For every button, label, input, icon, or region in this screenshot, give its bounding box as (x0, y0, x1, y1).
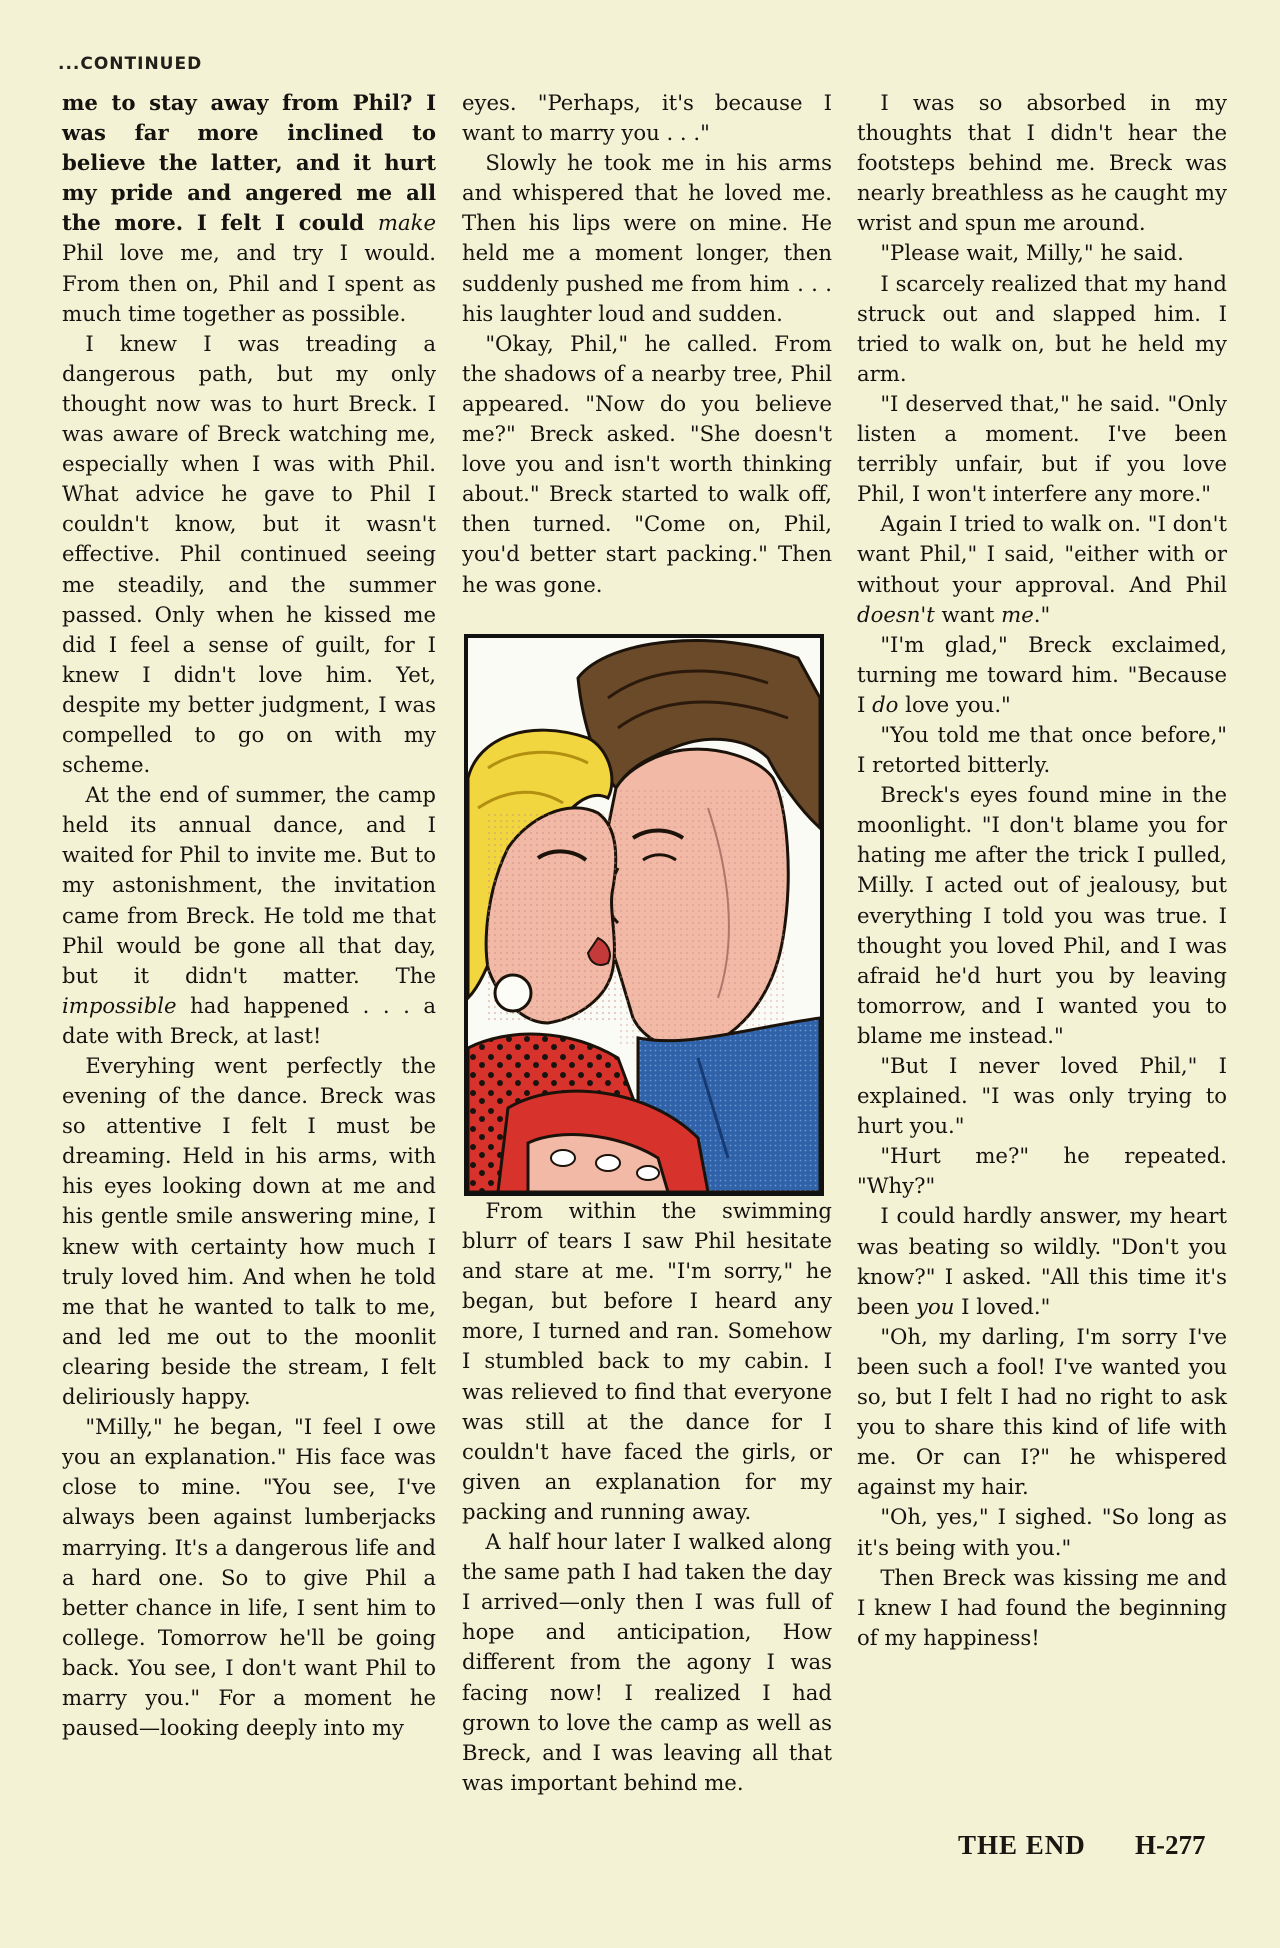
paragraph: Then Breck was kissing me and I knew I had found the beginning of my happiness! (857, 1564, 1227, 1650)
paragraph: "Hurt me?" he repeated. "Why?" (857, 1143, 1227, 1199)
paragraph: At the end of summer, the camp held its annual dance, and I waited for Phil to invite me. But to my astonishment, the invitation came from Breck. He told me that Phil would be gone all that day, but it didn't matter. The impossible had happened . . . a date with Breck, at last! (62, 782, 436, 1048)
text-column-3 (857, 88, 1227, 1653)
paragraph: I scarcely realized that my hand struck out and slapped him. I tried to walk on, but he held my arm. (857, 270, 1227, 386)
paragraph: "Please wait, Milly," he said. (880, 240, 1184, 266)
kiss-illustration (468, 638, 820, 1192)
paragraph: Again I tried to walk on. "I don't want Phil," I said, "either with or without your approval. And Phil doesn't want me." (857, 511, 1227, 627)
paragraph: "I deserved that," he said. "Only listen a moment. I've been terribly unfair, but if you love Phil, I won't interfere any more." (857, 390, 1227, 507)
text-column-2-top (462, 88, 832, 600)
paragraph: "Oh, yes," I sighed. "So long as it's being with you." (857, 1504, 1227, 1560)
paragraph: A half hour later I walked along the same path I had taken the day I arrived—only then I was full of hope and anticipation, How different from the agony I was facing now! I realized I had grown to love the camp as well as Breck, and I was leaving all that was important behind me. (462, 1529, 832, 1795)
paragraph: "Oh, my darling, I'm sorry I've been such a fool! I've wanted you so, but I felt I had no right to ask you to share this kind of life with me. Or can I?" he whispered against my hair. (857, 1323, 1227, 1500)
text-column-1 (62, 88, 436, 1743)
paragraph: Everyhing went perfectly the evening of the dance. Breck was so attentive I felt I must be dreaming. Held in his arms, with his eyes looking down at me and his gentle smile answering mine, I knew with certainty how much I truly loved him. And when he told me that he wanted to talk to me, and led me out to the moonlit clearing beside the stream, I felt deliriously happy. (62, 1053, 436, 1410)
paragraph: "Milly," he began, "I feel I owe you an explanation." His face was close to mine. "You see, I've always been against lumberjacks marrying. It's a dangerous life and a hard one. So to give Phil a better chance in life, I sent him to college. Tomorrow he'll be going back. You see, I don't want Phil to marry you." For a moment he paused—looking deeply into my (62, 1414, 436, 1741)
paragraph: me to stay away from Phil? I was far more inclined to believe the latter, and it hurt my pride and angered me all the more. I felt I could make Phil love me, and try I would. From then on, Phil and I spent as much time together as possible. (62, 90, 436, 326)
paragraph: eyes. "Perhaps, it's because I want to marry you . . ." (462, 90, 832, 146)
paragraph: Breck's eyes found mine in the moonlight. "I don't blame you for hating me after the trick I pulled, Milly. I acted out of jealousy, but everything I told you was true. I thought you loved Phil, and I was afraid he'd hurt you by leaving tomorrow, and I wanted you to blame me instead." (857, 782, 1227, 1048)
paragraph: I could hardly answer, my heart was beating so wildly. "Don't you know?" I asked. "All this time it's been you I loved." (857, 1203, 1227, 1319)
page-code: H-277 (1135, 1830, 1206, 1860)
paragraph: "You told me that once before," I retorted bitterly. (857, 721, 1227, 778)
the-end-label: THE END (958, 1830, 1086, 1860)
paragraph: From within the swimming blurr of tears I saw Phil hesitate and stare at me. "I'm sorry," he began, but before I heard any more, I turned and ran. Somehow I stumbled back to my cabin. I was relieved to find that everyone was still at the dance for I couldn't have faced the girls, or given an explanation for my packing and running away. (462, 1198, 832, 1524)
continued-label: ...CONTINUED (58, 54, 203, 74)
paragraph: "I'm glad," Breck exclaimed, turning me toward him. "Because I do love you." (857, 631, 1227, 717)
kiss-illustration-panel (464, 634, 824, 1196)
paragraph: I was so absorbed in my thoughts that I didn't hear the footsteps behind me. Breck was nearly breathless as he caught my wrist and spun me around. (857, 90, 1227, 236)
paragraph: Slowly he took me in his arms and whispered that he loved me. Then his lips were on mine. He held me a moment longer, then suddenly pushed me from him . . . his laughter loud and sudden. (462, 150, 832, 326)
paragraph: I knew I was treading a dangerous path, but my only thought now was to hurt Breck. I was aware of Breck watching me, especially when I was with Phil. What advice he gave to Phil I couldn't know, but it wasn't effective. Phil continued seeing me steadily, and the summer passed. Only when he kissed me did I feel a sense of guilt, for I knew I didn't love him. Yet, despite my better judgment, I was compelled to go on with my scheme. (62, 330, 436, 778)
paragraph: "Okay, Phil," he called. From the shadows of a nearby tree, Phil appeared. "Now do you believe me?" Breck asked. "She doesn't love you and isn't worth thinking about." Breck started to walk off, then turned. "Come on, Phil, you'd better start packing." Then he was gone. (462, 330, 832, 597)
text-column-2-bottom (462, 1196, 832, 1798)
paragraph: "But I never loved Phil," I explained. "I was only trying to hurt you." (857, 1053, 1227, 1139)
